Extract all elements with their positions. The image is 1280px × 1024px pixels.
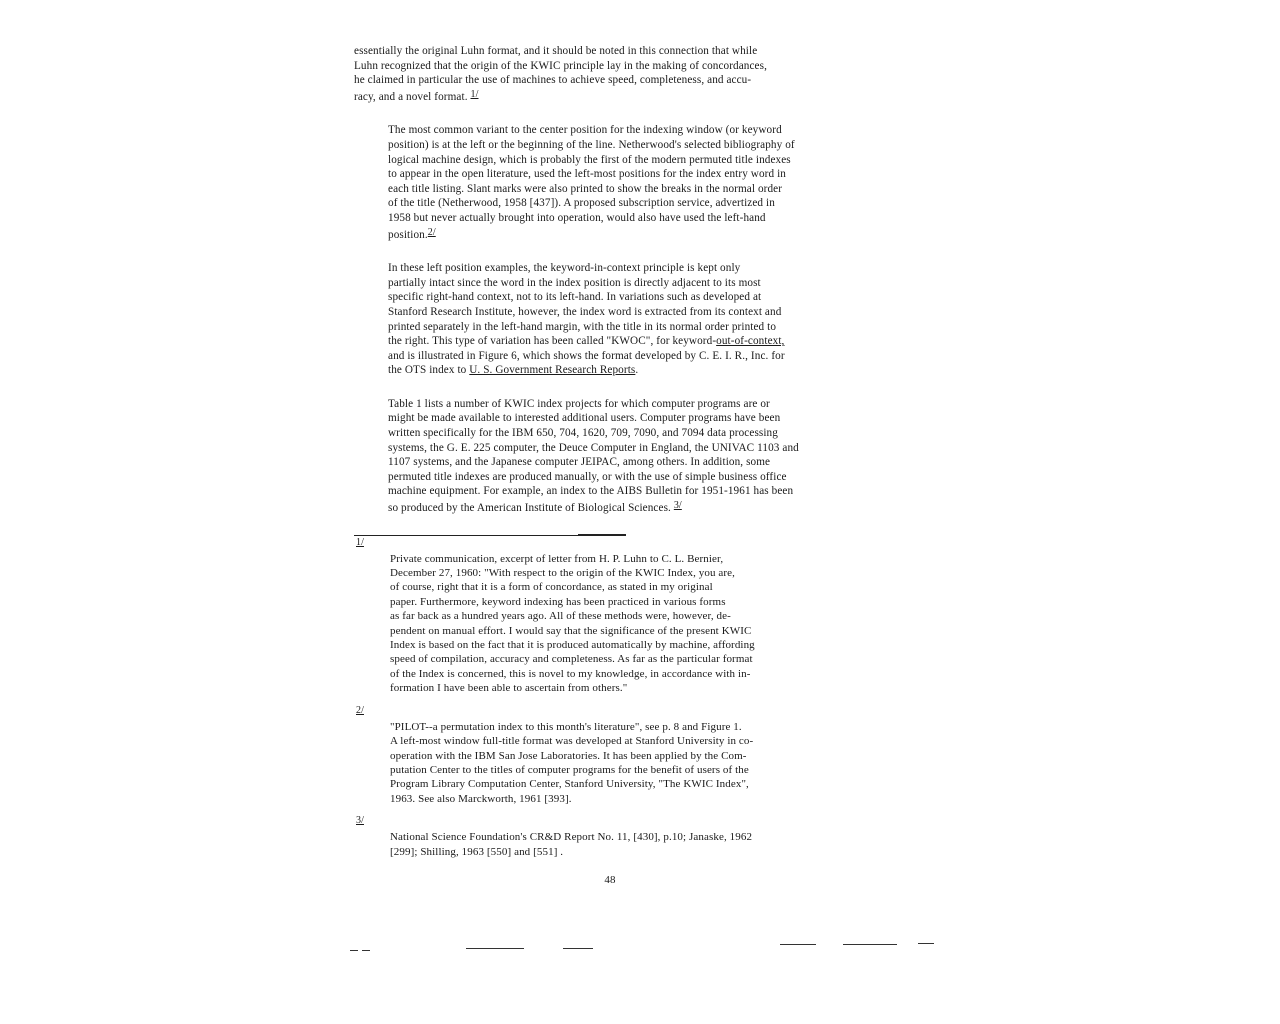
document-page <box>354 44 866 888</box>
footnote-line: paper. Furthermore, keyword indexing has been practiced in various forms <box>390 595 726 608</box>
text-line: to appear in the open literature, used the left-most positions for the index entry word in <box>388 168 786 181</box>
footnote-3 <box>354 815 866 859</box>
text-line: essentially the original Luhn format, and it should be noted in this connection that while <box>354 45 758 57</box>
text-line: racy, and a novel format. <box>354 90 468 103</box>
footnote-line: Program Library Computation Center, Stanford University, "The KWIC Index", <box>390 778 749 791</box>
footnote-line: putation Center to the titles of computer programs for the benefit of users of the <box>390 763 749 776</box>
footnote-line: formation I have been able to ascertain from others." <box>390 682 628 695</box>
paragraph-3 <box>354 261 866 378</box>
footnote-line: 1963. See also Marckworth, 1961 [393]. <box>390 792 572 805</box>
text-line: The most common variant to the center position for the indexing window (or keyword <box>388 124 782 137</box>
page-number: 48 <box>604 873 616 886</box>
text-line: of the title (Netherwood, 1958 [437]). A proposed subscription service, advertized in <box>388 197 775 210</box>
text-line: In these left position examples, the keyword-in-context principle is kept only <box>388 262 741 275</box>
footnote-line: "PILOT--a permutation index to this month's literature", see p. 8 and Figure 1. <box>390 720 742 733</box>
text-line: printed separately in the left-hand margin, with the title in its normal order printed to <box>388 320 777 333</box>
footnote-ref-1[interactable]: 1/ <box>470 88 479 100</box>
paragraph-2 <box>354 123 866 242</box>
paragraph-1 <box>354 44 866 104</box>
text-line: he claimed in particular the use of machines to achieve speed, completeness, and accu- <box>354 74 752 87</box>
footnote-2 <box>354 704 866 806</box>
text-line: written specifically for the IBM 650, 704, 1620, 709, 7090, and 7094 data processing <box>388 427 778 440</box>
text-line: Table 1 lists a number of KWIC index projects for which computer programs are or <box>388 397 770 410</box>
text-line: machine equipment. For example, an index to the AIBS Bulletin for 1951-1961 has been <box>388 485 794 498</box>
footnote-line: Index is based on the fact that it is produced automatically by machine, affording <box>390 639 755 652</box>
footnote-line: A left-most window full-title format was developed at Stanford University in co- <box>390 735 754 748</box>
footnote-line: National Science Foundation's CR&D Report No. 11, [430], p.10; Janaske, 1962 <box>390 831 753 844</box>
footnote-divider <box>354 535 626 536</box>
text-line: each title listing. Slant marks were also printed to show the breaks in the normal order <box>388 182 783 195</box>
footnote-mark: 3/ <box>356 815 364 827</box>
footnote-ref-3[interactable]: 3/ <box>673 500 682 512</box>
footnote-line: pendent on manual effort. I would say that the significance of the present KWIC <box>390 624 752 637</box>
footnote-line: [299]; Shilling, 1963 [550] and [551] . <box>390 845 564 858</box>
footnote-line: as far back as a hundred years ago. All of these methods were, however, de- <box>390 610 731 623</box>
scan-artifact-mark <box>918 943 934 944</box>
footnote-line: of course, right that it is a form of concordance, as stated in my original <box>390 581 713 594</box>
footnote-line: December 27, 1960: "With respect to the origin of the KWIC Index, you are, <box>390 567 736 580</box>
text-line: partially intact since the word in the index position is directly adjacent to its most <box>388 276 761 289</box>
scan-artifact-mark <box>350 950 358 951</box>
footnote-line: speed of compilation, accuracy and completeness. As far as the particular format <box>390 653 753 666</box>
text-line: the right. This type of variation has been called "KWOC", for keyword- <box>388 335 717 348</box>
underlined-title: U. S. Government Research Reports <box>469 364 636 377</box>
footnote-mark: 2/ <box>356 704 364 716</box>
footnote-1 <box>354 536 866 696</box>
scan-artifact-mark <box>466 948 524 949</box>
text-line: logical machine design, which is probably the first of the modern permuted title indexes <box>388 153 791 166</box>
scan-artifact-mark <box>563 948 593 949</box>
footnote-line: of the Index is concerned, this is novel to my knowledge, in accordance with in- <box>390 667 751 680</box>
text-tail: . <box>635 364 639 377</box>
footnote-line: operation with the IBM San Jose Laboratories. It has been applied by the Com- <box>390 749 747 762</box>
text-line: 1958 but never actually brought into operation, would also have used the left-hand <box>388 211 766 224</box>
text-line: systems, the G. E. 225 computer, the Deuce Computer in England, the UNIVAC 1103 and <box>388 441 799 454</box>
text-line: Luhn recognized that the origin of the KWIC principle lay in the making of concordances, <box>354 59 767 72</box>
text-line: position) is at the left or the beginning of the line. Netherwood's selected bibliography of <box>388 138 795 151</box>
text-line: and is illustrated in Figure 6, which shows the format developed by C. E. I. R., Inc. for <box>388 349 785 362</box>
paragraph-4 <box>354 397 866 516</box>
text-line: Stanford Research Institute, however, the index word is extracted from its context and <box>388 305 782 318</box>
text-line: might be made available to interested additional users. Computer programs have been <box>388 412 781 425</box>
text-line: so produced by the American Institute of Biological Sciences. <box>388 502 671 515</box>
scan-artifact-mark <box>780 944 816 945</box>
text-line: 1107 systems, and the Japanese computer JEIPAC, among others. In addition, some <box>388 456 771 469</box>
underlined-term: out-of-context, <box>716 335 785 348</box>
footnote-ref-2[interactable]: 2/ <box>427 226 436 238</box>
text-line: position. <box>388 228 428 241</box>
footnote-line: Private communication, excerpt of letter from H. P. Luhn to C. L. Bernier, <box>390 552 724 565</box>
scan-artifact-mark <box>362 950 370 951</box>
text-line: permuted title indexes are produced manually, or with the use of simple business office <box>388 470 787 483</box>
text-line: the OTS index to <box>388 364 470 377</box>
text-line: specific right-hand context, not to its left-hand. In variations such as developed at <box>388 291 762 304</box>
footnote-mark: 1/ <box>356 536 364 548</box>
scan-artifact-mark <box>843 944 897 945</box>
